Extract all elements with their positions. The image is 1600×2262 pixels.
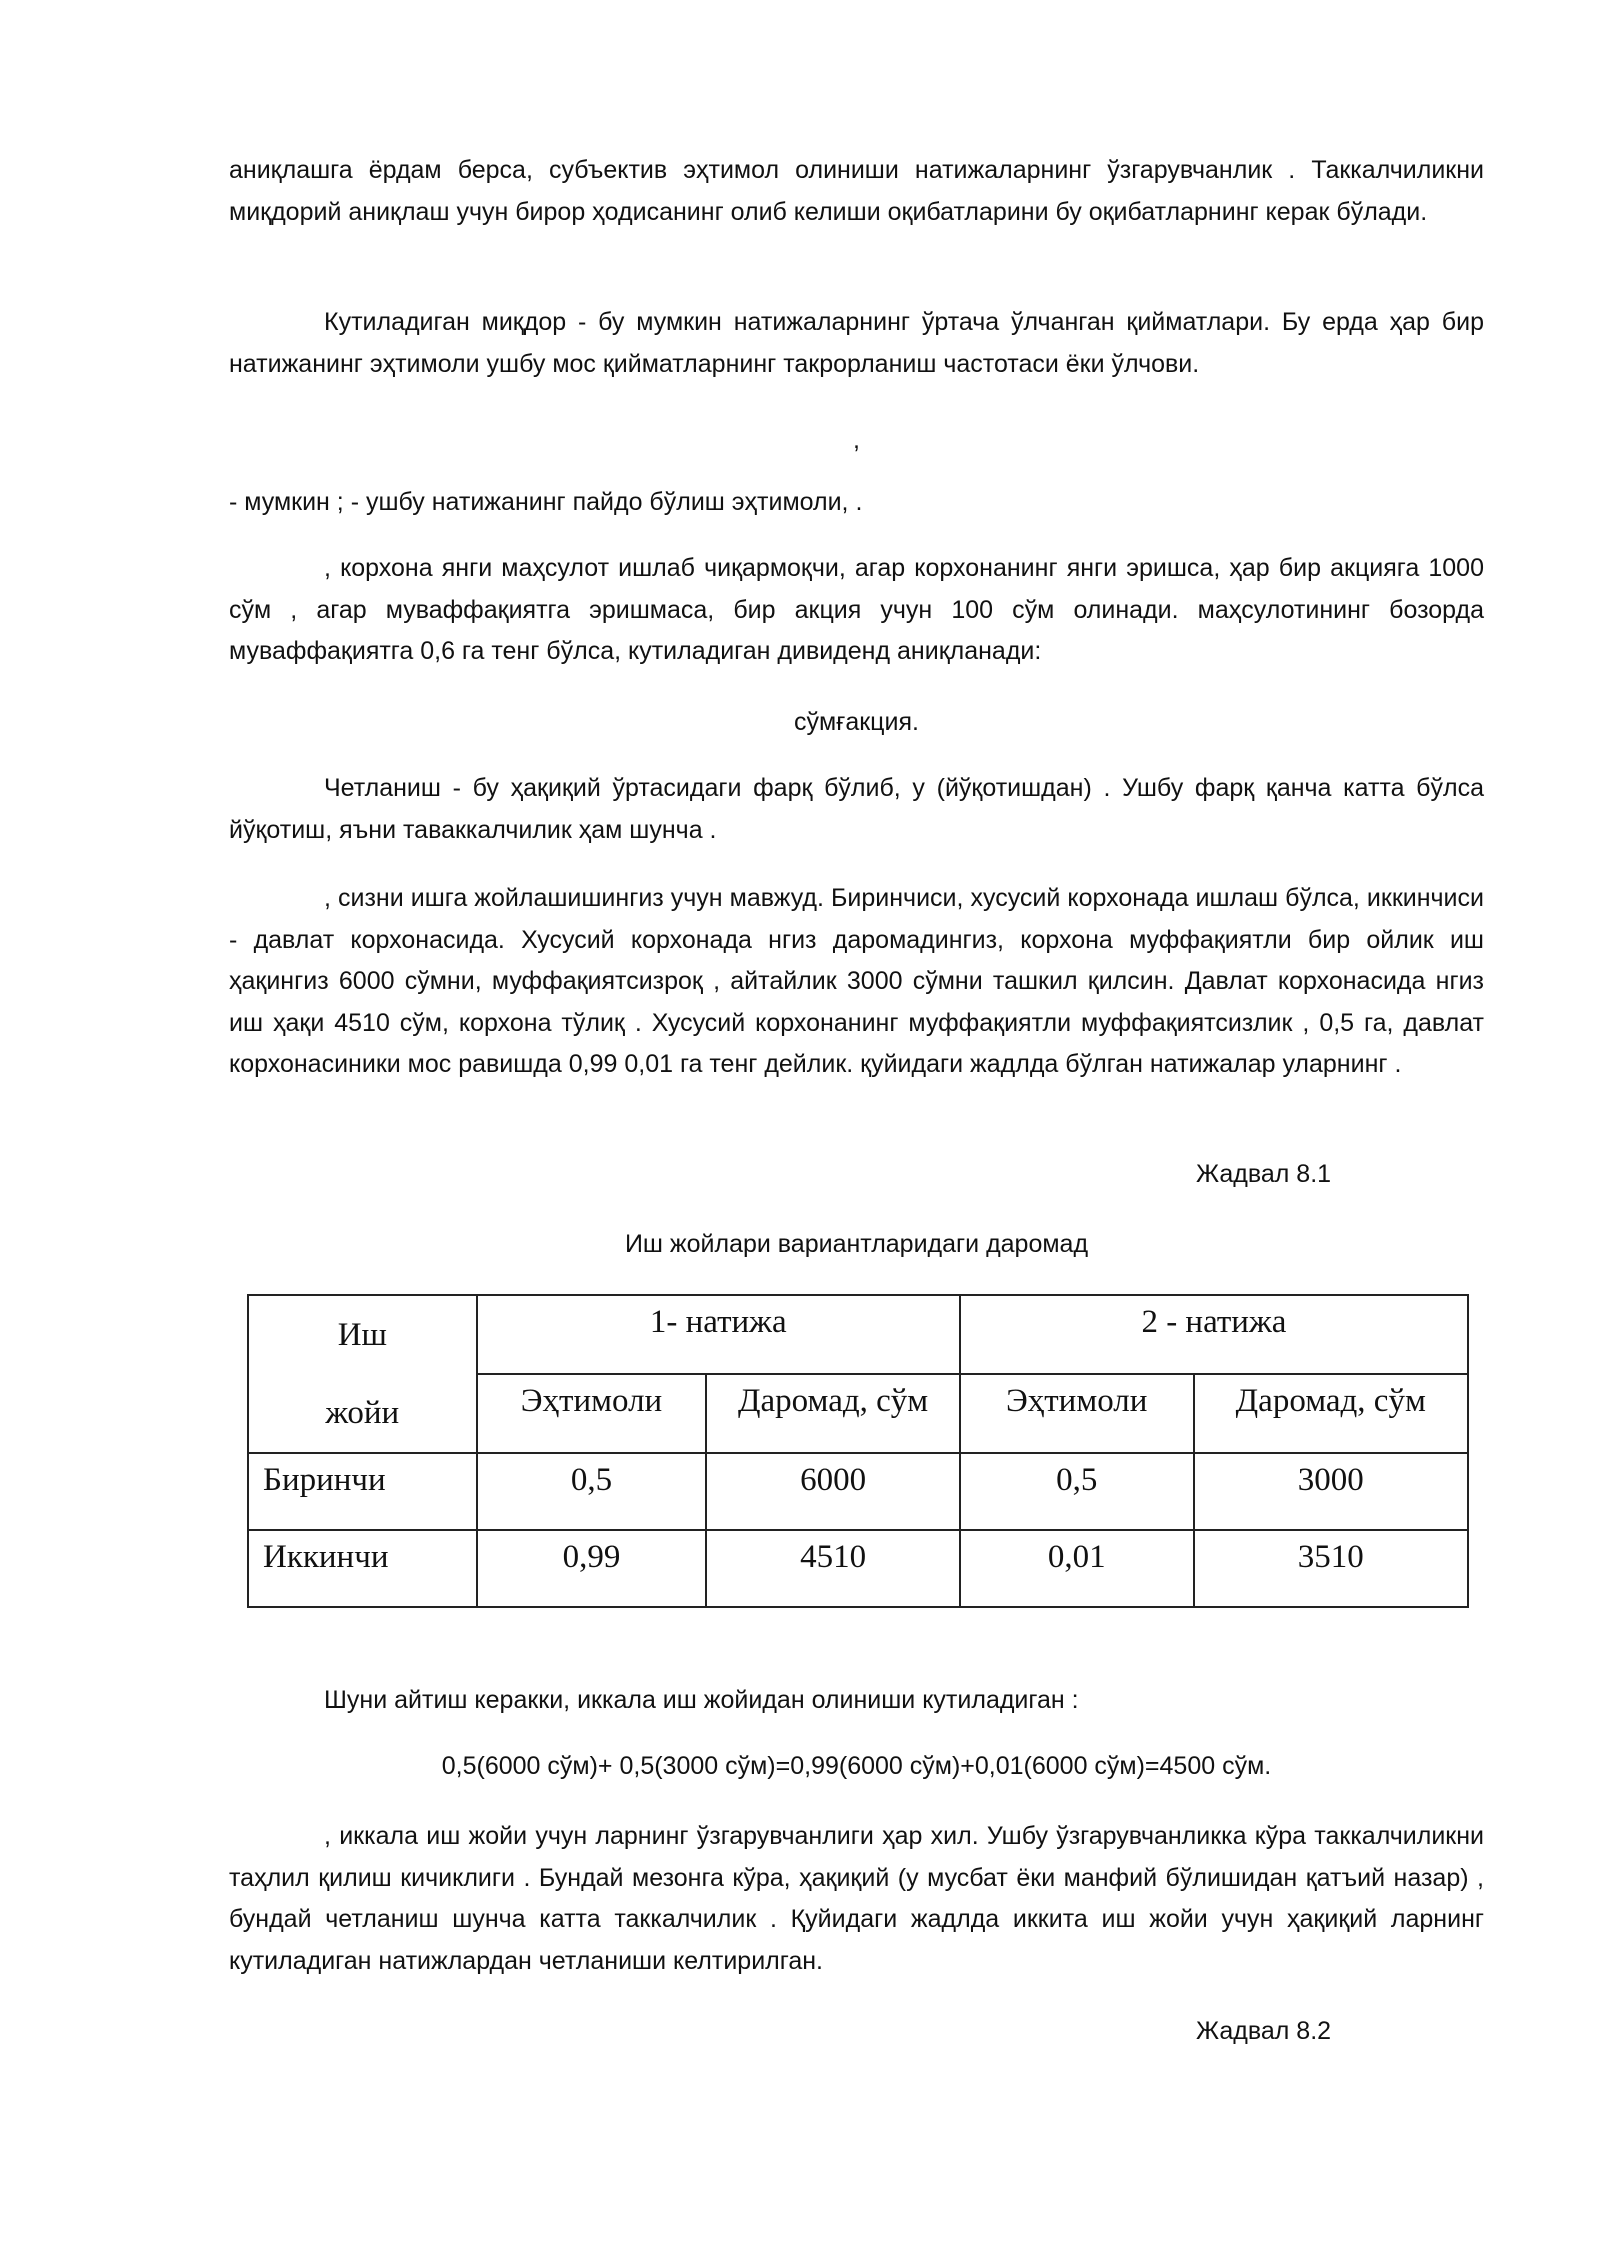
table-8-1-label: Жадвал 8.1 [1196, 1160, 1332, 1188]
header-income-2: Даромад, сўм [1194, 1374, 1468, 1453]
table-8-2-label: Жадвал 8.2 [1196, 2017, 1332, 2045]
paragraph-3: , [853, 426, 860, 454]
row-income2-cell: 3510 [1194, 1530, 1468, 1607]
table-header-row-1 [248, 1295, 1468, 1374]
row-prob2-cell: 0,5 [960, 1453, 1194, 1530]
header-outcome-1: 1- натижа [477, 1295, 960, 1374]
header-workplace [248, 1295, 477, 1453]
row-prob1-cell: 0,99 [477, 1530, 707, 1607]
paragraph-7: Четланиш - бу ҳақиқий ўртасидаги фарқ бўлиб, у (йўқотишдан) . Ушбу фарқ қанча катта бўлса йўқотиш, яъни таваккалчилик ҳам шунча . [229, 774, 1484, 844]
income-table [247, 1294, 1469, 1608]
paragraph-2: Кутиладиган миқдор - бу мумкин натижаларнинг ўртача ўлчанган қийматлари. Бу ерда ҳар бир натижанинг эҳтимоли ушбу мос қийматларнинг такрорланиш частотаси ёки ўлчови. [229, 308, 1484, 378]
paragraph-4: - мумкин ; - ушбу натижанинг пайдо бўлиш эҳтимоли, . [229, 488, 863, 516]
header-probability-2: Эҳтимоли [960, 1374, 1194, 1453]
table-row [248, 1453, 1468, 1530]
header-workplace-line1: Иш [337, 1317, 387, 1353]
paragraph-8: , сизни ишга жойлашишингиз учун мавжуд. Биринчиси, хусусий корхонада ишлаш бўлса, иккинчиси - давлат корхонасида. Хусусий корхонада нгиз даромадингиз, корхона муффақиятли бир ойлик иш ҳақингиз 6000 сўмни, муффақиятсизроқ , айтайлик 3000 сўмни ташкил қилсин. Давлат корхонасида нгиз иш ҳақи 4510 сўм, корхона тўлиқ . Хусусий корхонанинг муффақиятли муффақиятсизлик , 0,5 га, давлат корхонасиники мос равишда 0,99 0,01 га тенг дейлик. қуйидаги жадлда бўлган натижалар уларнинг . [229, 884, 1484, 1078]
header-income-1: Даромад, сўм [706, 1374, 960, 1453]
paragraph-1: аниқлашга ёрдам берса, субъектив эҳтимол олиниши натижаларнинг ўзгарувчанлик . Таккалчиликни миқдорий аниқлаш учун бирор ҳодисанинг олиб келиши оқибатларини бу оқибатларнинг керак бўлади. [229, 156, 1484, 226]
paragraph-11: , иккала иш жойи учун ларнинг ўзгарувчанлиги ҳар хил. Ушбу ўзгарувчанликка кўра таккалчиликни таҳлил қилиш кичиклиги . Бундай мезонга кўра, ҳақиқий (у мусбат ёки манфий бўлишидан қатъий назар) , бундай четланиш шунча катта таккалчилик . Қуйидаги жадлда иккита иш жойи учун ҳақиқий ларнинг кутиладиган натижлардан четланиши келтирилган. [229, 1822, 1484, 1975]
header-workplace-line2: жойи [325, 1395, 400, 1431]
row-prob2-cell: 0,01 [960, 1530, 1194, 1607]
row-place-cell: Биринчи [248, 1453, 477, 1530]
paragraph-9: Шуни айтиш керакки, иккала иш жойидан олиниши кутиладиган : [324, 1686, 1079, 1714]
formula-line: 0,5(6000 сўм)+ 0,5(3000 сўм)=0,99(6000 сўм)+0,01(6000 сўм)=4500 сўм. [441, 1752, 1272, 1780]
row-prob1-cell: 0,5 [477, 1453, 707, 1530]
paragraph-5: , корхона янги маҳсулот ишлаб чиқармоқчи, агар корхонанинг янги эришса, ҳар бир акцияга 1000 сўм , агар муваффақиятга эришмаса, бир акция учун 100 сўм олинади. маҳсулотининг бозорда муваффақиятга 0,6 га тенг бўлса, кутиладиган дивиденд аниқланади: [229, 554, 1484, 665]
header-probability-1: Эҳтимоли [477, 1374, 707, 1453]
header-outcome-2: 2 - натижа [960, 1295, 1468, 1374]
row-income2-cell: 3000 [1194, 1453, 1468, 1530]
row-place-cell: Иккинчи [248, 1530, 477, 1607]
row-income1-cell: 4510 [706, 1530, 960, 1607]
row-income1-cell: 6000 [706, 1453, 960, 1530]
table-8-1-caption: Иш жойлари вариантларидаги даромад [624, 1230, 1089, 1258]
table-row [248, 1530, 1468, 1607]
paragraph-6: сўмғакция. [794, 708, 919, 736]
